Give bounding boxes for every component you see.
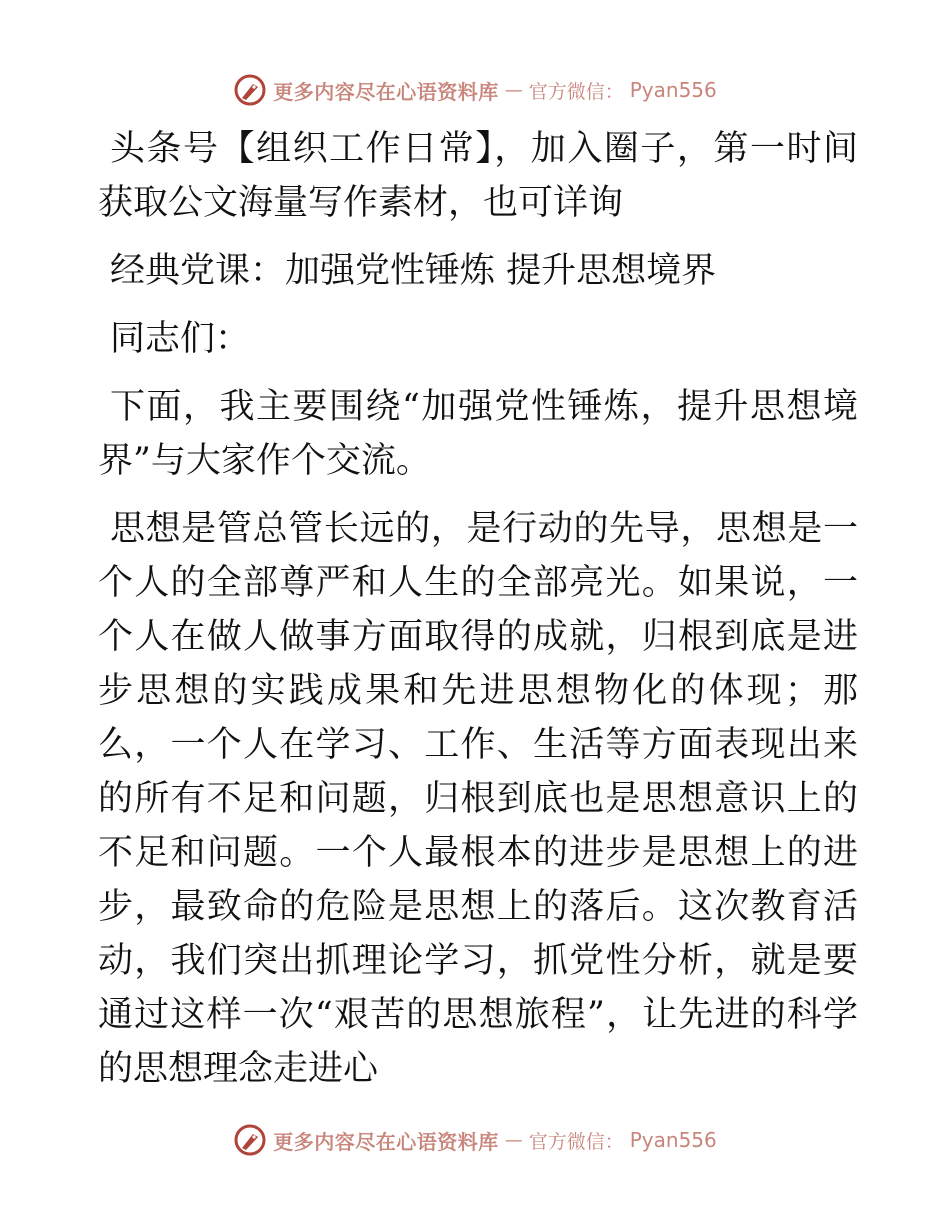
watermark-separator: — [504, 1129, 523, 1151]
pen-nib-circle-icon [233, 1123, 267, 1157]
pen-nib-circle-icon [233, 73, 267, 107]
watermark-separator: — [504, 79, 523, 101]
watermark-brand-text: 更多内容尽在心语资料库 [273, 79, 499, 104]
watermark-contact-label: 官方微信： [528, 80, 624, 103]
body-paragraph: 思想是管总管长远的，是行动的先导，思想是一个人的全部尊严和人生的全部亮光。如果说，一个人在做人做事方面取得的成就，归根到底是进步思想的实践成果和先进思想物化的体现；那么，一个人在学习、工作、生活等方面表现出来的所有不足和问题，归根到底也是思想意识上的不足和问题。一个人最根本的进步是思想上的进步，最致命的危险是思想上的落后。这次教育活动，我们突出抓理论学习，抓党性分析，就是要通过这样一次“艰苦的思想旅程”，让先进的科学的思想理念走进心 [98, 509, 858, 1089]
body-paragraph: 下面，我主要围绕“加强党性锤炼，提升思想境界”与大家作个交流。 [98, 387, 858, 481]
watermark-handle: Pyan556 [629, 78, 717, 102]
watermark-handle: Pyan556 [629, 1128, 717, 1152]
watermark-brand-text: 更多内容尽在心语资料库 [273, 1129, 499, 1154]
document-title: 经典党课：加强党性锤炼 提升思想境界 [110, 251, 717, 291]
intro-paragraph: 头条号【组织工作日常】，加入圈子，第一时间获取公文海量写作素材，也可详询 [98, 129, 858, 223]
document-body [98, 122, 858, 1110]
header-watermark [0, 70, 950, 110]
salutation: 同志们： [110, 319, 251, 359]
footer-watermark [0, 1120, 950, 1160]
watermark-contact-label: 官方微信： [528, 1130, 624, 1153]
